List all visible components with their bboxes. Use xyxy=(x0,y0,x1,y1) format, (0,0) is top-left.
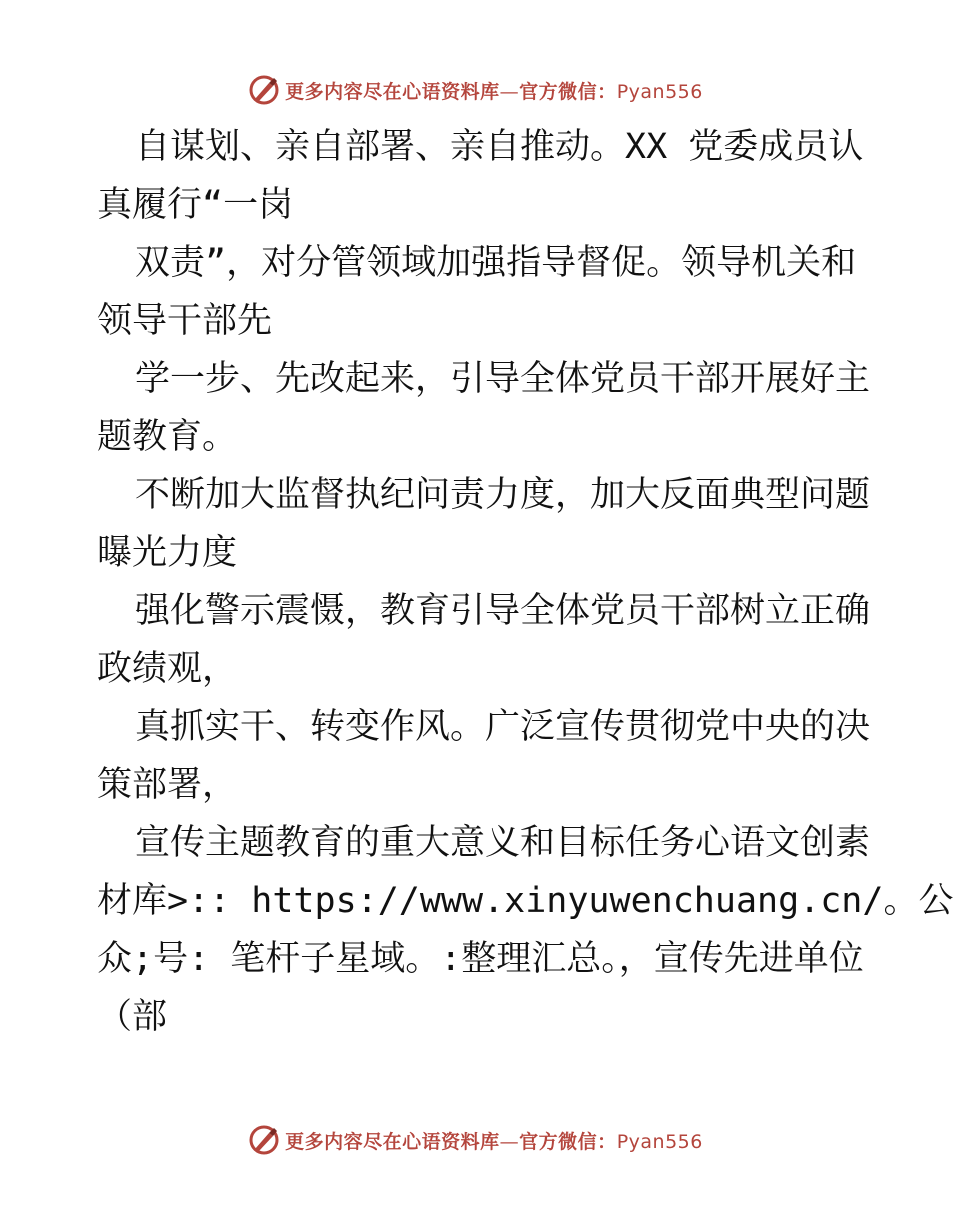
body-line: 真履行“一岗 xyxy=(97,185,294,225)
footer-brand: 更多内容尽在心语资料库 xyxy=(285,1130,500,1153)
body-line: 曝光力度 xyxy=(97,533,238,573)
footer-wechat-label: 官方微信： xyxy=(519,1130,617,1153)
body-line: 学一步、先改起来，引导全体党员干部开展好主 xyxy=(135,359,871,399)
body-line: 真抓实干、转变作风。广泛宣传贯彻党中央的决 xyxy=(135,707,871,747)
document-body xyxy=(97,118,953,1046)
body-line: 自谋划、亲自部署、亲自推动。XX 党委成员认 xyxy=(135,127,864,167)
body-line: 强化警示震慑，教育引导全体党员干部树立正确 xyxy=(135,591,871,631)
pen-logo-icon xyxy=(247,1123,281,1157)
body-line: 领导干部先 xyxy=(97,301,273,341)
footer-banner xyxy=(0,1120,950,1160)
body-line: 双责”，对分管领域加强指导督促。领导机关和 xyxy=(135,243,857,283)
body-line: 宣传主题教育的重大意义和目标任务心语文创素 xyxy=(135,823,871,863)
body-line: 策部署， xyxy=(97,765,238,805)
header-wechat-label: 官方微信： xyxy=(519,80,617,103)
body-line: 题教育。 xyxy=(97,417,238,457)
footer-wechat-id: Pyan556 xyxy=(616,1130,703,1153)
body-line: （部 xyxy=(97,997,168,1037)
header-brand: 更多内容尽在心语资料库 xyxy=(285,80,500,103)
body-line: 材库>:: https://www.xinyuwenchuang.cn/。公 xyxy=(97,881,953,921)
header-wechat-id: Pyan556 xyxy=(616,80,703,103)
footer-separator: — xyxy=(499,1130,520,1153)
pen-logo-icon xyxy=(247,73,281,107)
header-banner xyxy=(0,70,950,110)
header-brand-text xyxy=(285,77,703,104)
header-separator: — xyxy=(499,80,520,103)
body-line: 政绩观， xyxy=(97,649,238,689)
body-line: 不断加大监督执纪问责力度，加大反面典型问题 xyxy=(135,475,871,515)
body-line: 众;号: 笔杆子星域。:整理汇总。，宣传先进单位 xyxy=(97,939,864,979)
footer-brand-text xyxy=(285,1127,703,1154)
